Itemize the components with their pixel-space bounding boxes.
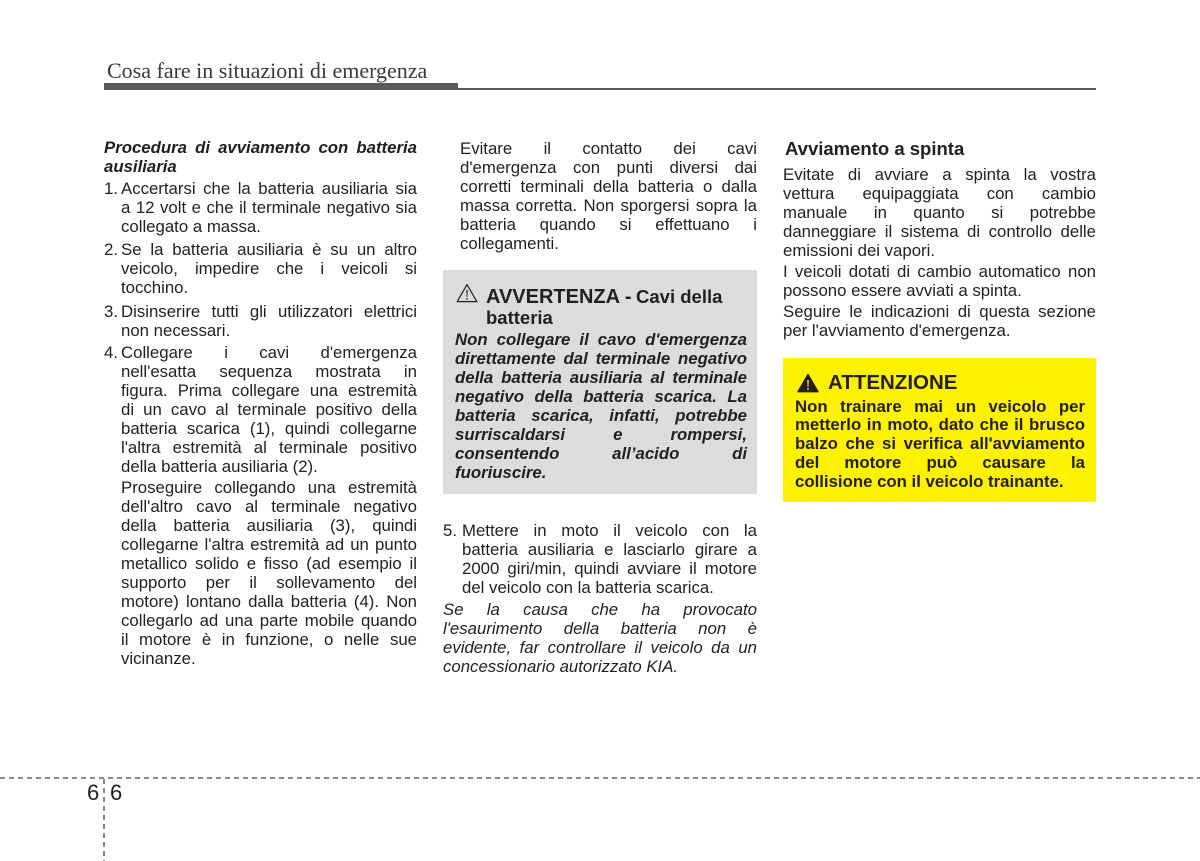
text-line: del veicolo con la batteria scarica. bbox=[462, 577, 714, 597]
text-line: l'esaurimento della batteria non è bbox=[443, 618, 757, 638]
step-2-text bbox=[121, 240, 417, 297]
text-line: balzo che si verifica all'avviamento bbox=[795, 434, 1085, 454]
step-4-continued-text bbox=[121, 478, 417, 669]
text-line: del motore può causare la bbox=[795, 453, 1085, 473]
text-line: Se la causa che ha provocato bbox=[443, 599, 757, 619]
paragraph bbox=[783, 262, 1096, 300]
text-line: d'emergenza con punti diversi dai bbox=[460, 157, 757, 177]
text-line: collegato a massa. bbox=[121, 216, 261, 236]
text-line: corretti terminali della batteria o dalla bbox=[460, 176, 757, 196]
text-line: 2000 giri/min, quindi avviare il motore bbox=[462, 558, 757, 578]
step-4-text bbox=[121, 343, 417, 477]
step-number: 3. bbox=[104, 301, 118, 321]
text-line: veicolo, impedire che i veicoli si bbox=[121, 259, 417, 279]
warning-subject: Cavi della bbox=[636, 286, 723, 307]
text-line: possono essere avviati a spinta. bbox=[783, 280, 1022, 300]
text-line: della batteria ausiliaria al terminale bbox=[455, 367, 747, 387]
text-line: collegarlo ad una parte mobile quando bbox=[121, 611, 417, 631]
warning-label: AVVERTENZA - bbox=[486, 286, 632, 308]
push-start-heading: Avviamento a spinta bbox=[785, 138, 965, 159]
caution-text bbox=[795, 398, 1085, 493]
text-line: emissioni dei vapori. bbox=[783, 240, 936, 260]
text-line: Accertarsi che la batteria ausiliaria sia bbox=[121, 178, 417, 198]
text-line: metterlo in moto, dato che il brusco bbox=[795, 415, 1085, 435]
step-number: 5. bbox=[443, 520, 457, 540]
text-line: Disinserire tutti gli utilizzatori elettrici bbox=[121, 301, 417, 321]
text-line: Se la batteria ausiliaria è su un altro bbox=[121, 240, 417, 259]
text-line: Non trainare mai un veicolo per bbox=[795, 396, 1085, 416]
text-line: per l'avviamento d'emergenza. bbox=[783, 320, 1011, 340]
text-line: Evitate di avviare a spinta la vostra bbox=[783, 164, 1096, 184]
page-number-divider bbox=[103, 779, 105, 861]
warning-box bbox=[443, 270, 757, 494]
warning-text bbox=[455, 330, 747, 482]
text-line: negativo della batteria scarica. La bbox=[455, 386, 747, 406]
text-line: Non collegare il cavo d'emergenza bbox=[455, 329, 747, 349]
text-line: batteria scarica (1), quindi collegarne bbox=[121, 418, 417, 438]
text-line: manuale in quanto si potrebbe bbox=[783, 202, 1096, 222]
text-line: collegarne l'altra estremità ad un punto bbox=[121, 534, 417, 554]
paragraph bbox=[783, 302, 1096, 340]
header-rule-accent bbox=[104, 83, 458, 90]
footer-divider bbox=[0, 777, 1200, 779]
warning-triangle-outline-icon bbox=[456, 283, 478, 303]
text-line: tocchino. bbox=[121, 278, 189, 298]
text-line: concessionario autorizzato KIA. bbox=[443, 656, 679, 676]
text-line: supporto per il sollevamento del bbox=[121, 572, 417, 592]
text-line: l'altra estremità al terminale positivo bbox=[121, 437, 417, 457]
section-title: Cosa fare in situazioni di emergenza bbox=[107, 58, 428, 83]
text-line: collisione con il veicolo trainante. bbox=[795, 472, 1064, 492]
text-line: fuoriuscire. bbox=[455, 462, 547, 482]
text-line: batteria quando si effettuano i bbox=[460, 214, 757, 234]
text-line: consentendo all’acido di bbox=[455, 443, 747, 463]
procedure-heading bbox=[104, 138, 417, 176]
text-line: collegamenti. bbox=[460, 233, 559, 253]
text-line: I veicoli dotati di cambio automatico non bbox=[783, 261, 1096, 281]
step-1-text bbox=[121, 179, 417, 236]
chapter-number: 6 bbox=[87, 780, 100, 805]
step-number: 1. bbox=[104, 178, 118, 198]
warning-triangle-filled-icon bbox=[797, 373, 819, 393]
text-line: vettura equipaggiata con cambio bbox=[783, 183, 1096, 203]
text-line: della batteria ausiliaria (3), quindi bbox=[121, 515, 417, 535]
text-line: della batteria ausiliaria (2). bbox=[121, 457, 318, 477]
paragraph bbox=[783, 165, 1096, 260]
text-line: evidente, far controllare il veicolo da un bbox=[443, 637, 757, 657]
step-number: 4. bbox=[104, 342, 118, 362]
text-line: Collegare i cavi d'emergenza bbox=[121, 342, 417, 362]
text-line: Evitare il contatto dei cavi bbox=[460, 138, 757, 158]
text-line: il motore è in funzione, o nelle sue bbox=[121, 630, 417, 650]
text-line: nell'esatta sequenza mostrata in bbox=[121, 361, 417, 381]
text-line: non necessari. bbox=[121, 320, 231, 340]
step-4-continued-text bbox=[460, 139, 757, 254]
text-line: batteria scarica, infatti, potrebbe bbox=[455, 405, 747, 425]
caution-box bbox=[783, 358, 1096, 502]
text-line: motore) lontano dalla batteria (4). Non bbox=[121, 592, 417, 612]
caution-label: ATTENZIONE bbox=[828, 371, 958, 394]
text-line: Mettere in moto il veicolo con la bbox=[462, 520, 757, 540]
text-line: danneggiare il sistema di controllo delle bbox=[783, 221, 1096, 241]
text-line: ausiliaria bbox=[104, 157, 177, 177]
warning-title-line-2 bbox=[486, 307, 553, 331]
text-line: di un cavo al terminale positivo della bbox=[121, 399, 417, 419]
warning-subject: batteria bbox=[486, 307, 553, 328]
text-line: dell'altro cavo al terminale negativo bbox=[121, 496, 417, 516]
text-line: vicinanze. bbox=[121, 649, 196, 669]
step-3-text bbox=[121, 302, 417, 340]
step-5-text bbox=[462, 521, 757, 597]
text-line: direttamente dal terminale negativo bbox=[455, 348, 747, 368]
dealer-note bbox=[443, 600, 757, 676]
text-line: Proseguire collegando una estremità bbox=[121, 477, 417, 497]
text-line: batteria ausiliaria e lasciarlo girare a bbox=[462, 539, 757, 559]
step-number: 2. bbox=[104, 240, 118, 259]
text-line: Procedura di avviamento con batteria bbox=[104, 138, 417, 157]
text-line: metallico solido e fisso (ad esempio il bbox=[121, 553, 417, 573]
text-line: a 12 volt e che il terminale negativo sia bbox=[121, 197, 417, 217]
text-line: figura. Prima collegare una estremità bbox=[121, 380, 417, 400]
text-line: massa corretta. Non sporgersi sopra la bbox=[460, 195, 757, 215]
text-line: Seguire le indicazioni di questa sezione bbox=[783, 301, 1096, 321]
text-line: surriscaldarsi e rompersi, bbox=[455, 424, 747, 444]
page-number: 6 bbox=[110, 780, 123, 805]
